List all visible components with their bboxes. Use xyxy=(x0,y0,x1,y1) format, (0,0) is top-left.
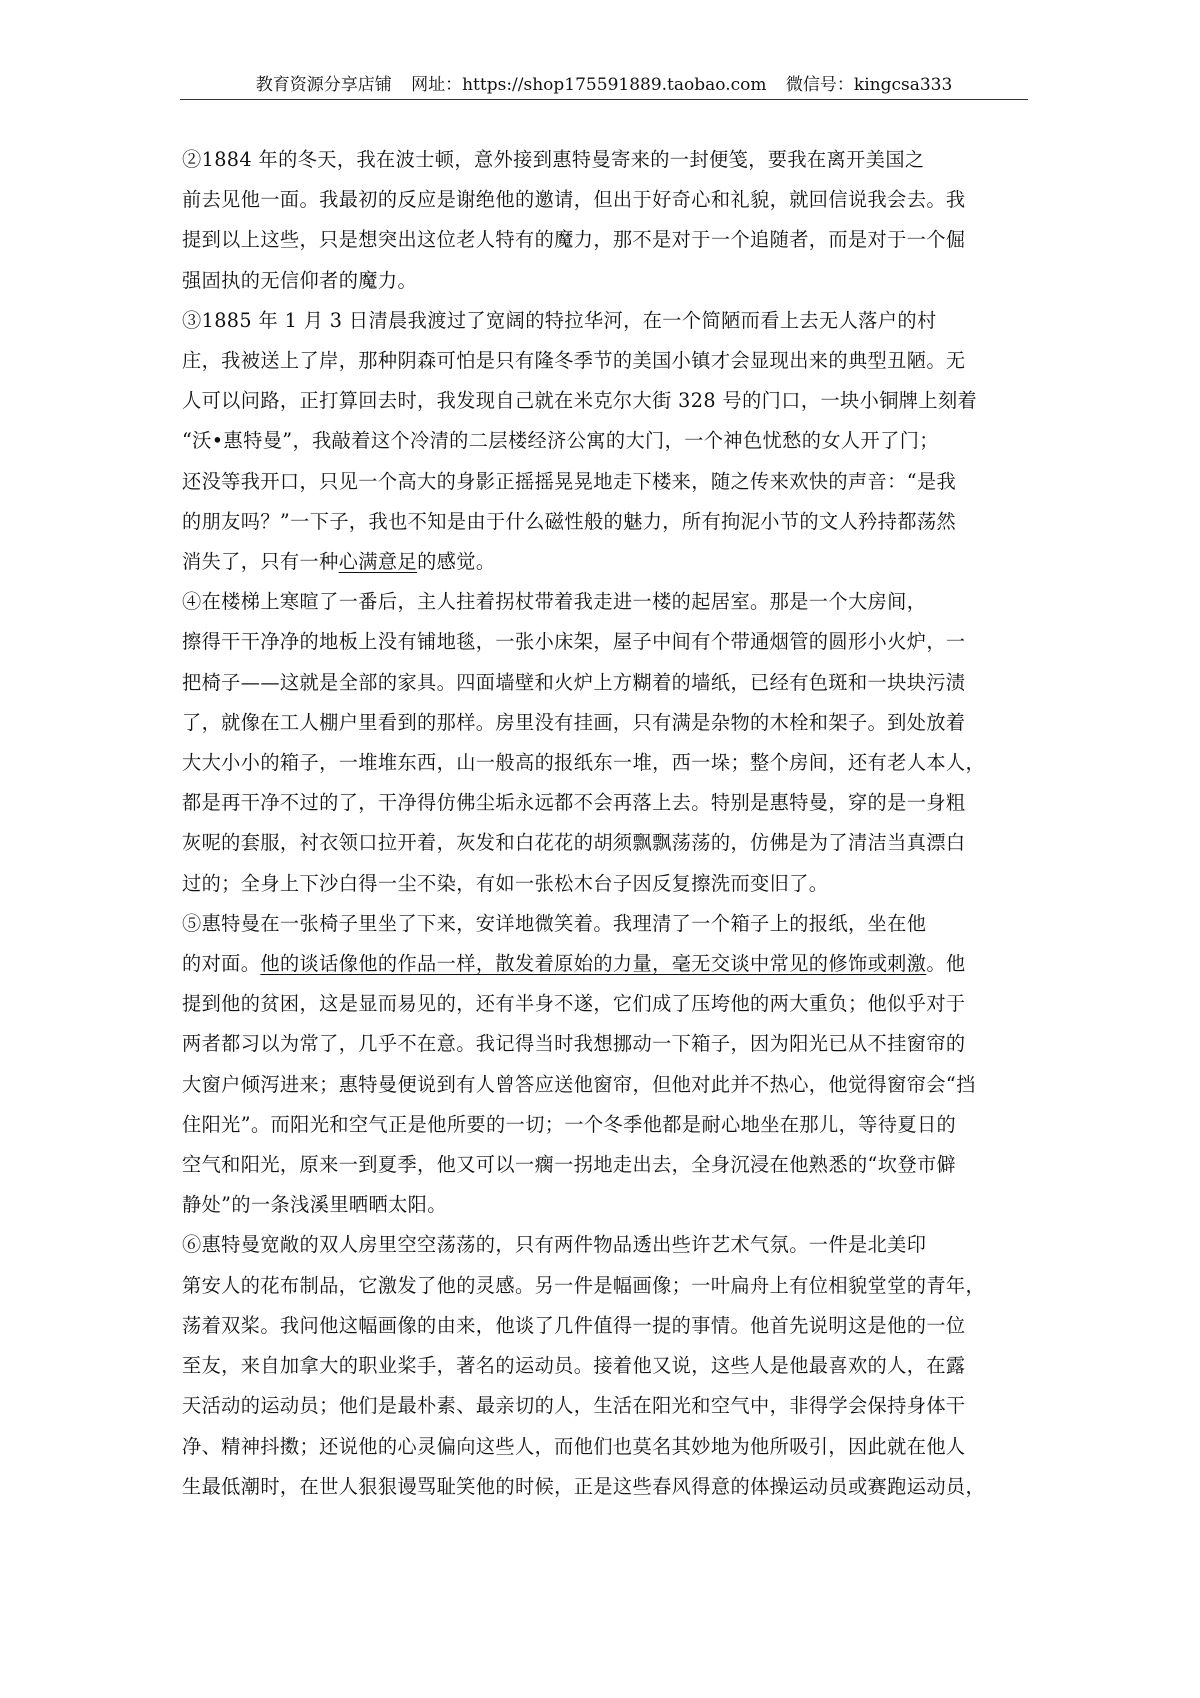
text-line: 生最低潮时，在世人狠狠谩骂耻笑他的时候，正是这些春风得意的体操运动员或赛跑运动员， xyxy=(182,1474,986,1498)
text-line: ②1884 年的冬天，我在波士顿，意外接到惠特曼寄来的一封便笺，要我在离开美国之 xyxy=(182,148,925,171)
header-divider xyxy=(180,99,1028,100)
underlined-sentence: 他的谈话像他的作品一样，散发着原始的力量，毫无交谈中常见的修饰或刺激 xyxy=(260,952,927,976)
text-line: ⑥惠特曼宽敞的双人房里空空荡荡的，只有两件物品透出些许艺术气氛。一件是北美印 xyxy=(182,1233,927,1257)
text-line: 把椅子——这就是全部的家具。四面墙壁和火炉上方糊着的墙纸，已经有色斑和一块块污渍 xyxy=(182,670,966,694)
paragraph-5 xyxy=(182,904,1022,1226)
text-line: ③1885 年 1 月 3 日清晨我渡过了宽阔的特拉华河，在一个简陋而看上去无人落户的村 xyxy=(182,308,937,332)
text-line: 庄，我被送上了岸，那种阴森可怕是只有隆冬季节的美国小镇才会显现出来的典型丑陋。无 xyxy=(182,349,966,373)
text-line: ⑤惠特曼在一张椅子里坐了下来，安详地微笑着。我理清了一个箱子上的报纸，坐在他 xyxy=(182,911,927,935)
text-line: 净、精神抖擞；还说他的心灵偏向这些人，而他们也莫名其妙地为他所吸引，因此就在他人 xyxy=(182,1434,966,1458)
text-line: 大窗户倾泻进来；惠特曼便说到有人曾答应送他窗帘，但他对此并不热心，他觉得窗帘会“挡 xyxy=(182,1072,976,1096)
text-line: 灰呢的套服，衬衣领口拉开着，灰发和白花花的胡须飘飘荡荡的，仿佛是为了清洁当真漂白 xyxy=(182,831,966,855)
paragraph-4 xyxy=(182,582,1022,904)
text-segment: 的对面。 xyxy=(182,952,261,976)
text-line xyxy=(182,542,1022,582)
text-line: 前去见他一面。我最初的反应是谢绝他的邀请，但出于好奇心和礼貌，就回信说我会去。我 xyxy=(182,188,966,212)
text-line: 大大小小的箱子，一堆堆东西，山一般高的报纸东一堆，西一垛；整个房间，还有老人本人， xyxy=(182,751,986,775)
text-line: 至友，来自加拿大的职业桨手，著名的运动员。接着他又说，这些人是他最喜欢的人，在露 xyxy=(182,1354,966,1378)
text-line: 的朋友吗？”一下子，我也不知是由于什么磁性般的魅力，所有拘泥小节的文人矜持都荡然 xyxy=(182,509,957,533)
paragraph-6 xyxy=(182,1225,1022,1506)
text-line xyxy=(182,944,1022,984)
text-line: “沃•惠特曼”，我敲着这个冷清的二层楼经济公寓的大门，一个神色忧愁的女人开了门； xyxy=(182,429,939,453)
text-line: 天活动的运动员；他们是最朴素、最亲切的人，生活在阳光和空气中，非得学会保持身体干 xyxy=(182,1394,966,1418)
text-line: 还没等我开口，只见一个高大的身影正摇摇晃晃地走下楼来，随之传来欢快的声音：“是我 xyxy=(182,469,957,493)
text-line: 提到他的贫困，这是显而易见的，还有半身不遂，它们成了压垮他的两大重负；他似乎对于 xyxy=(182,992,966,1016)
text-line: 擦得干干净净的地板上没有铺地毯，一张小床架，屋子中间有个带通烟管的圆形小火炉，一 xyxy=(182,630,966,654)
article-body xyxy=(182,140,1022,1507)
text-line: 第安人的花布制品，它激发了他的灵感。另一件是幅画像；一叶扁舟上有位相貌堂堂的青年， xyxy=(182,1273,986,1297)
text-line: 静处”的一条浅溪里晒晒太阳。 xyxy=(182,1193,447,1217)
text-segment: 的感觉。 xyxy=(417,550,496,574)
underlined-phrase: 心满意足 xyxy=(338,550,418,574)
text-line: 荡着双桨。我问他这幅画像的由来，他谈了几件值得一提的事情。他首先说明这是他的一位 xyxy=(182,1313,966,1337)
text-line: 两者都习以为常了，几乎不在意。我记得当时我想挪动一下箱子，因为阳光已从不挂窗帘的 xyxy=(182,1032,966,1056)
text-line: 都是再干净不过的了，干净得仿佛尘垢永远都不会再落上去。特别是惠特曼，穿的是一身粗 xyxy=(182,791,966,815)
text-line: 强固执的无信仰者的魔力。 xyxy=(182,268,418,292)
text-segment: 。他 xyxy=(926,952,966,976)
paragraph-3 xyxy=(182,301,1022,582)
text-line: 提到以上这些，只是想突出这位老人特有的魔力，那不是对于一个追随者，而是对于一个倔 xyxy=(182,228,966,252)
text-line: 人可以问路，正打算回去时，我发现自己就在米克尔大街 328 号的门口，一块小铜牌上刻着 xyxy=(182,389,978,413)
text-line: 了，就像在工人棚户里看到的那样。房里没有挂画，只有满是杂物的木栓和架子。到处放着 xyxy=(182,710,966,734)
paragraph-2 xyxy=(182,140,1022,301)
text-segment: 消失了，只有一种 xyxy=(182,550,339,574)
text-line: 过的；全身上下沙白得一尘不染，有如一张松木台子因反复擦洗而变旧了。 xyxy=(182,871,829,895)
header-shop-name: 教育资源分享店铺 xyxy=(255,75,392,95)
text-line: 住阳光”。而阳光和空气正是他所要的一切；一个冬季他都是耐心地坐在那儿，等待夏日的 xyxy=(182,1112,957,1136)
page-header xyxy=(180,74,1028,96)
text-line: ④在楼梯上寒暄了一番后，主人拄着拐杖带着我走进一楼的起居室。那是一个大房间， xyxy=(182,590,927,614)
header-wechat: 微信号：kingcsa333 xyxy=(785,75,953,95)
header-url: 网址：https://shop175591889.taobao.com xyxy=(411,75,767,95)
text-line: 空气和阳光，原来一到夏季，他又可以一瘸一拐地走出去，全身沉浸在他熟悉的“坎登市僻 xyxy=(182,1153,957,1177)
